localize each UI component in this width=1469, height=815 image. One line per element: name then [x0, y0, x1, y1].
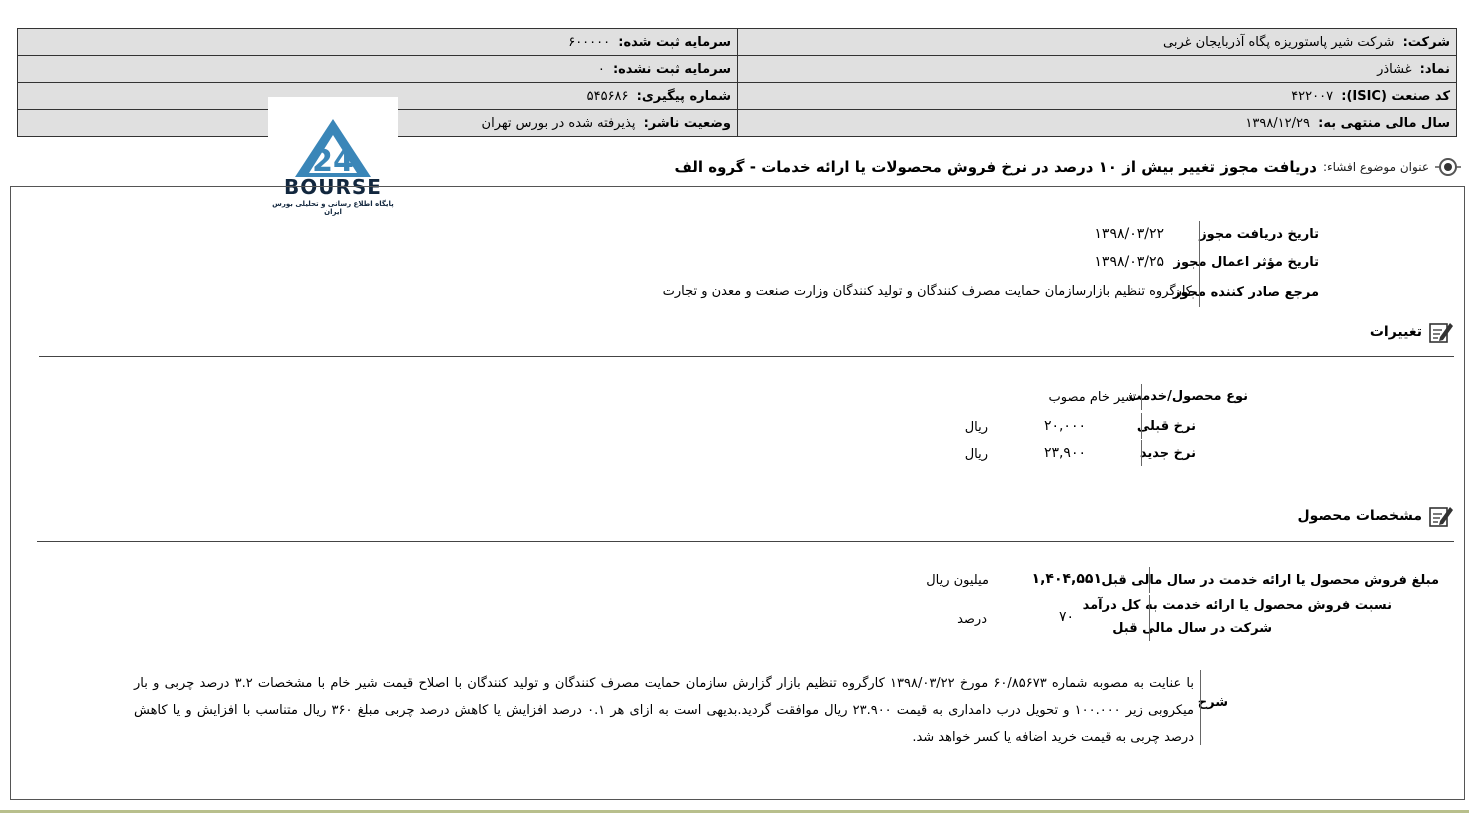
divider	[1149, 567, 1150, 593]
sales-ratio-value: ۷۰	[1058, 609, 1074, 625]
company-value: شرکت شیر پاستوریزه پگاه آذربایجان غربی	[1163, 34, 1395, 50]
sales-ratio-unit: درصد	[957, 612, 987, 627]
prev-rate-label: نرخ قبلی	[1136, 419, 1196, 434]
registered-capital-value: ۶۰۰۰۰۰	[568, 34, 611, 50]
edit-note-icon	[1428, 504, 1454, 528]
info-row	[18, 56, 1457, 83]
company-info-table	[17, 28, 1457, 137]
svg-text:24: 24	[312, 144, 354, 179]
sales-ratio-label-line2: شرکت در سال مالی قبل	[1112, 621, 1272, 636]
section-divider	[39, 356, 1454, 357]
tracking-value: ۵۴۵۶۸۶	[586, 88, 629, 104]
product-specs-heading	[1298, 504, 1454, 528]
registered-capital-cell	[18, 29, 738, 56]
divider	[1199, 221, 1200, 249]
disclosure-panel	[10, 186, 1465, 800]
divider	[1200, 670, 1201, 745]
edit-note-icon	[1428, 320, 1454, 344]
product-type-label: نوع محصول/خدمت	[1128, 389, 1248, 404]
fiscal-year-value: ۱۳۹۸/۱۲/۲۹	[1245, 115, 1310, 131]
prev-rate-unit: ریال	[964, 420, 988, 435]
new-rate-value: ۲۳,۹۰۰	[1043, 445, 1086, 461]
sales-amount-value: ۱,۴۰۴,۵۵۱	[1031, 571, 1102, 587]
info-row	[18, 83, 1457, 110]
info-row	[18, 110, 1457, 137]
receive-date-label: تاریخ دریافت مجوز	[1199, 227, 1319, 242]
changes-heading-text: تغییرات	[1369, 324, 1422, 340]
subject-title: دریافت مجوز تغییر بیش از ۱۰ درصد در نرخ فروش محصولات یا ارائه خدمات - گروه الف	[674, 158, 1317, 176]
description-label: شرح	[1197, 695, 1228, 710]
changes-heading	[1370, 320, 1454, 344]
issuer-label: مرجع صادر کننده مجوز	[1173, 285, 1319, 300]
publisher-status-value: پذیرفته شده در بورس تهران	[481, 115, 636, 131]
bottom-rule	[0, 810, 1469, 813]
new-rate-label: نرخ جدید	[1139, 446, 1196, 461]
target-bullet-icon	[1435, 154, 1461, 180]
product-type-value: شیر خام مصوب	[1048, 390, 1136, 405]
sales-ratio-label-line1: نسبت فروش محصول یا ارائه خدمت به کل درآمد	[1082, 598, 1392, 613]
new-rate-unit: ریال	[964, 447, 988, 462]
sales-amount-unit: میلیون ریال	[926, 573, 989, 588]
description-text: با عنایت به مصوبه شماره ۶۰/۸۵۶۷۳ مورخ ۱۳۹۸/۰۳/۲۲ کارگروه تنظیم بازار گزارش سازمان حمایت مصرف کنندگان و تولید کنندگان با اصلاح قیمت شیر خام با مشخصات ۳.۲ درصد چربی و بار میکروبی زیر ۱۰۰.۰۰۰ و تحویل درب دامداری به قیمت ۲۳.۹۰۰ ریال موافقت گردید.بدیهی است به ازای هر ۰.۱ درصد افزایش یا کاهش درصد چربی مبلغ ۳۶۰ ریال متناسب با افزایش و یا کاهش درصد چربی به قیمت خرید اضافه یا کسر خواهد شد.	[134, 676, 1194, 745]
subject-row	[674, 154, 1461, 180]
effective-date-value: ۱۳۹۸/۰۳/۲۵	[1094, 254, 1164, 270]
sales-amount-label: مبلغ فروش محصول یا ارائه خدمت در سال مالی قبل	[1101, 573, 1439, 588]
product-specs-heading-text: مشخصات محصول	[1297, 508, 1422, 524]
unregistered-capital-value: ۰	[597, 61, 605, 77]
isic-value: ۴۲۲۰۰۷	[1291, 88, 1334, 104]
divider	[1149, 595, 1150, 641]
logo-mark-icon	[293, 117, 373, 179]
symbol-label: نماد:	[1419, 61, 1450, 77]
issuer-value: کارگروه تنظیم بازارسازمان حمایت مصرف کنندگان و تولید کنندگان وزارت صنعت و معدن و تجارت	[662, 284, 1192, 299]
unregistered-capital-cell	[18, 56, 738, 83]
symbol-value: غشاذر	[1377, 61, 1412, 77]
divider	[1141, 384, 1142, 410]
prev-rate-value: ۲۰,۰۰۰	[1043, 418, 1086, 434]
effective-date-label: تاریخ مؤثر اعمال مجوز	[1173, 255, 1319, 270]
isic-label: کد صنعت (ISIC):	[1341, 88, 1450, 104]
company-cell	[738, 29, 1457, 56]
fiscal-year-cell	[738, 110, 1457, 137]
section-divider	[37, 541, 1454, 542]
unregistered-capital-label: سرمایه ثبت نشده:	[612, 61, 731, 77]
logo-subtitle: پایگاه اطلاع رسانی و تحلیلی بورس ایران	[272, 200, 394, 216]
divider	[1141, 413, 1142, 439]
symbol-cell	[738, 56, 1457, 83]
subject-label: عنوان موضوع افشاء:	[1322, 160, 1429, 174]
isic-cell	[738, 83, 1457, 110]
logo-text: BOURSE	[284, 175, 382, 199]
company-label: شرکت:	[1402, 34, 1450, 50]
divider	[1199, 277, 1200, 307]
info-row	[18, 29, 1457, 56]
divider	[1199, 249, 1200, 277]
receive-date-value: ۱۳۹۸/۰۳/۲۲	[1094, 226, 1164, 242]
publisher-status-label: وضعیت ناشر:	[643, 115, 731, 131]
tracking-label: شماره پیگیری:	[636, 88, 731, 104]
divider	[1141, 440, 1142, 466]
fiscal-year-label: سال مالی منتهی به:	[1318, 115, 1450, 131]
registered-capital-label: سرمایه ثبت شده:	[618, 34, 731, 50]
